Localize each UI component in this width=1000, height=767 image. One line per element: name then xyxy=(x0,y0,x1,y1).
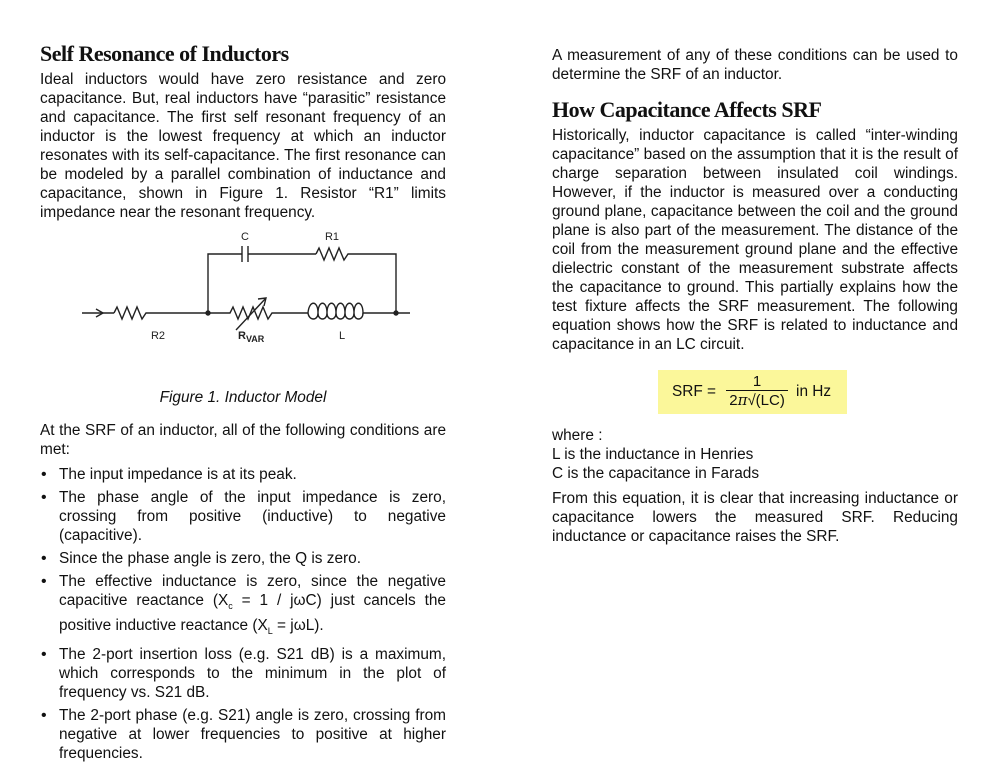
label-rvar-sub: VAR xyxy=(245,334,265,344)
srf-equation xyxy=(658,370,847,414)
list-item: • The 2-port insertion loss (e.g. S21 dB) is a maximum, which corresponds to the minimum in the plot of frequency vs. S21 dB. xyxy=(40,645,446,702)
right-column xyxy=(552,46,958,546)
conditions-list xyxy=(40,465,446,763)
lead-paragraph: A measurement of any of these conditions can be used to determine the SRF of an inductor. xyxy=(552,47,958,83)
inductor-coil-loops xyxy=(308,313,363,319)
section-heading-self-resonance: Self Resonance of Inductors xyxy=(40,41,289,66)
equation-denominator xyxy=(729,391,785,410)
label-rvar xyxy=(238,330,265,344)
figure-caption: Figure 1. Inductor Model xyxy=(159,389,327,406)
den-pi: π xyxy=(737,391,748,409)
body-paragraph: Historically, inductor capacitance is called “inter-winding capacitance” based on the assumption that it is the result of charge separation between insulated coil windings. However, if the inductor is measured over a conducting ground plane, capacitance between the coil and the ground plane is also part of the measurement. The distance of the coil from the measurement ground plane and the effective dielectric constant of the measurement substrate affects the capacitance to ground. This partially explains how the test fixture affects the SRF measurement. The following equation shows how the SRF is related to inductance and capacitance in an LC circuit. xyxy=(552,127,958,353)
label-r1: R1 xyxy=(324,231,340,243)
left-column xyxy=(40,40,446,767)
inductor-model-figure xyxy=(40,228,446,383)
definition-l: L is the inductance in Henries xyxy=(552,446,754,463)
label-rvar-main: R xyxy=(238,330,246,342)
b4-part-a: The effective inductance is zero, since the negative capacitive reactance (X xyxy=(59,573,446,609)
den-two: 2 xyxy=(729,392,738,409)
equation-wrapper xyxy=(658,370,958,414)
intro-paragraph: Ideal inductors would have zero resistance and zero capacitance. But, real inductors have “parasitic” resistance and capacitance. The first self resonant frequency of an inductor is the lowest frequency at which an inductor resonates with its self-capacitance. The first resonance can be modeled by a parallel combination of inductance and capacitance, shown in Figure 1. Resistor “R1” limits impedance near the resonant frequency. xyxy=(40,71,446,221)
label-c: C xyxy=(241,231,249,243)
label-r2: R2 xyxy=(150,330,166,342)
list-item xyxy=(40,572,446,641)
den-root: √(LC) xyxy=(747,392,785,409)
definition-c: C is the capacitance in Farads xyxy=(552,465,760,482)
capacitor-c xyxy=(242,246,248,262)
list-item: • The phase angle of the input impedance is zero, crossing from positive (inductive) to negative (capacitive). xyxy=(40,488,446,545)
rvar-resistor xyxy=(208,307,308,319)
top-left-wire xyxy=(208,254,242,313)
b4-part-b: = 1 / jωC) just cancels the positive inductive reactance (X xyxy=(59,592,446,635)
section-heading-capacitance: How Capacitance Affects SRF xyxy=(552,97,822,122)
b4-part-c: = jωL). xyxy=(272,617,324,635)
list-item: • Since the phase angle is zero, the Q is zero. xyxy=(40,549,446,568)
conditions-intro: At the SRF of an inductor, all of the following conditions are met: xyxy=(40,422,446,458)
circuit-diagram xyxy=(80,228,410,346)
list-item: • The 2-port phase (e.g. S21) angle is zero, crossing from negative at lower frequencies to positive at higher frequencies. xyxy=(40,706,446,763)
inductor-coil xyxy=(308,303,396,313)
conclusion-paragraph: From this equation, it is clear that increasing inductance or capacitance lowers the measured SRF. Reducing inductance or capacitance raises the SRF. xyxy=(552,490,958,545)
label-l: L xyxy=(338,330,346,342)
equation-numerator: 1 xyxy=(752,373,762,390)
where-label: where : xyxy=(552,427,603,444)
b4-sub-l: L xyxy=(267,626,273,637)
b4-sub-c: c xyxy=(228,601,233,612)
equation-lhs: SRF = xyxy=(672,383,717,400)
r2-resistor xyxy=(114,307,208,319)
equation-fraction xyxy=(726,374,788,410)
list-item: • The input impedance is at its peak. xyxy=(40,465,446,484)
r1-resistor xyxy=(316,248,396,313)
equation-unit: in Hz xyxy=(796,383,832,400)
